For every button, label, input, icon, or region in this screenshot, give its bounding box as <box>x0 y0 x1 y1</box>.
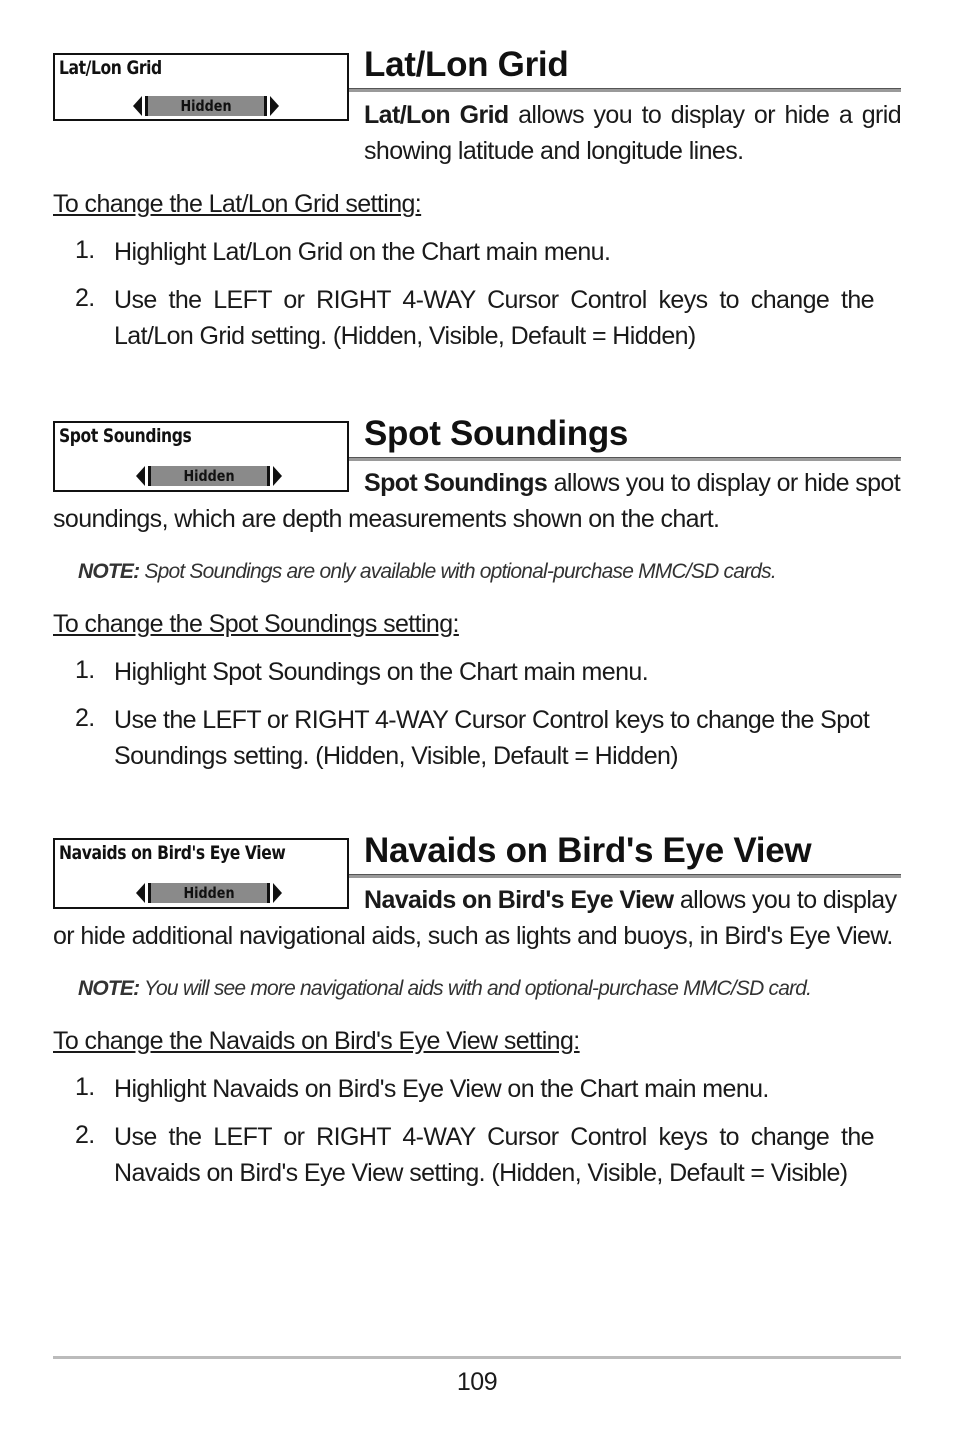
note-label: NOTE: <box>78 977 140 1000</box>
menu-value-bar <box>148 883 270 903</box>
spot-soundings-menu-widget <box>53 421 349 492</box>
menu-value: Hidden <box>180 97 232 115</box>
page-number: 109 <box>456 1368 498 1396</box>
left-arrow-icon <box>136 883 145 903</box>
description-text: allows you to display or hide spot <box>547 469 901 497</box>
section-description <box>364 882 901 918</box>
heading-rule <box>349 874 901 878</box>
description-lead: Navaids on Bird's Eye View <box>364 886 674 914</box>
section-description <box>364 465 901 501</box>
description-lead: Spot Soundings <box>364 469 548 497</box>
left-arrow-icon <box>136 466 145 486</box>
section-description <box>364 97 901 169</box>
menu-value-bar <box>148 466 270 486</box>
step-text: Highlight Lat/Lon Grid on the Chart main menu. <box>114 238 611 266</box>
note-label: NOTE: <box>78 560 140 583</box>
menu-value-bar <box>145 96 267 116</box>
step-number: 2. <box>75 284 95 312</box>
right-arrow-icon <box>273 466 282 486</box>
heading-rule <box>349 88 901 92</box>
section-heading: Spot Soundings <box>364 414 629 453</box>
procedure-subhead: To change the Lat/Lon Grid setting: <box>53 190 422 218</box>
menu-value-selector <box>133 93 279 119</box>
menu-value: Hidden <box>183 467 235 485</box>
step-number: 1. <box>75 1073 95 1101</box>
step-text: Use the LEFT or RIGHT 4-WAY Cursor Control keys to change the Lat/Lon Grid setting. (Hidden, Visible, Default = Hidden) <box>114 286 874 350</box>
left-arrow-icon <box>133 96 142 116</box>
procedure-subhead: To change the Navaids on Bird's Eye View setting: <box>53 1027 580 1055</box>
step-text: Use the LEFT or RIGHT 4-WAY Cursor Control keys to change the Spot Soundings setting. (Hidden, Visible, Default = Hidden) <box>114 706 870 770</box>
step-number: 2. <box>75 704 95 732</box>
lat-lon-grid-menu-widget <box>53 53 349 121</box>
navaids-menu-widget <box>53 838 349 909</box>
footer-rule <box>53 1356 901 1359</box>
step-text: Use the LEFT or RIGHT 4-WAY Cursor Control keys to change the Navaids on Bird's Eye View setting. (Hidden, Visible, Default = Visible) <box>114 1123 874 1187</box>
section-description-continued: soundings, which are depth measurements shown on the chart. <box>53 505 720 533</box>
section-heading: Navaids on Bird's Eye View <box>364 831 812 870</box>
menu-value-selector <box>136 880 282 906</box>
note <box>78 560 776 584</box>
step-text: Highlight Navaids on Bird's Eye View on the Chart main menu. <box>114 1075 769 1103</box>
step-number: 1. <box>75 656 95 684</box>
description-text: allows you to display <box>673 886 897 914</box>
menu-title: Lat/Lon Grid <box>59 57 162 79</box>
menu-value-selector <box>136 463 282 489</box>
menu-title: Navaids on Bird's Eye View <box>59 842 286 864</box>
note <box>78 977 811 1001</box>
step-number: 1. <box>75 236 95 264</box>
step-number: 2. <box>75 1121 95 1149</box>
menu-title: Spot Soundings <box>59 425 192 447</box>
heading-rule <box>349 457 901 461</box>
procedure-subhead: To change the Spot Soundings setting: <box>53 610 459 638</box>
right-arrow-icon <box>270 96 279 116</box>
right-arrow-icon <box>273 883 282 903</box>
note-text: Spot Soundings are only available with optional-purchase MMC/SD cards. <box>139 560 776 583</box>
section-heading: Lat/Lon Grid <box>364 45 569 84</box>
step-text: Highlight Spot Soundings on the Chart main menu. <box>114 658 649 686</box>
menu-value: Hidden <box>183 884 235 902</box>
section-description-continued: or hide additional navigational aids, such as lights and buoys, in Bird's Eye View. <box>53 922 893 950</box>
description-text: allows you to display or hide a grid showing latitude and longitude lines. <box>364 101 901 165</box>
description-lead: Lat/Lon Grid <box>364 101 509 129</box>
note-text: You will see more navigational aids with and optional-purchase MMC/SD card. <box>139 977 812 1000</box>
